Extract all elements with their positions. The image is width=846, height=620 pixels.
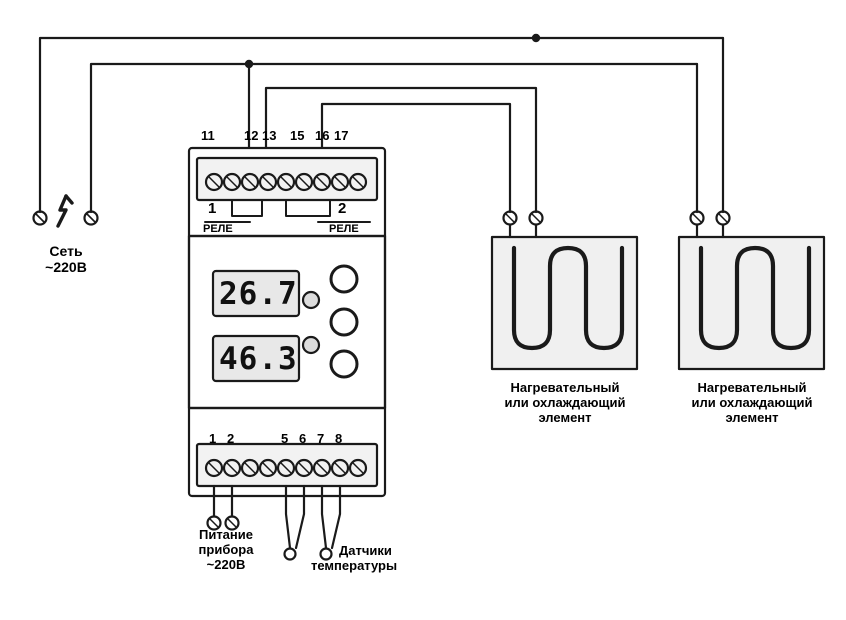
load-left-label bbox=[480, 381, 650, 426]
terminal-label-15: 15 bbox=[290, 128, 305, 143]
lightning-icon-path bbox=[58, 196, 66, 226]
sensor-1-probe bbox=[285, 549, 296, 560]
load-right bbox=[679, 212, 824, 370]
terminal-label-2: 2 bbox=[227, 431, 235, 446]
mains-label bbox=[18, 243, 114, 275]
terminal-label-12: 12 bbox=[244, 128, 259, 143]
load-left-label-line2: или охлаждающий bbox=[504, 394, 626, 410]
terminal-label-13: 13 bbox=[262, 128, 277, 143]
terminal-label-7: 7 bbox=[317, 431, 325, 446]
terminal-label-11: 11 bbox=[201, 128, 215, 143]
load-left bbox=[492, 212, 637, 370]
load-right-label bbox=[667, 381, 837, 426]
relay-2-number: 2 bbox=[338, 200, 347, 217]
sensors-label bbox=[305, 544, 475, 574]
terminal-label-17: 17 bbox=[334, 128, 349, 143]
wire-mains-to-load-right-a bbox=[91, 64, 697, 212]
terminal-label-5: 5 bbox=[281, 431, 289, 446]
terminal-label-16: 16 bbox=[315, 128, 330, 143]
led-indicator-1 bbox=[303, 292, 319, 308]
led-indicator-2 bbox=[303, 337, 319, 353]
relay-1-label: РЕЛЕ bbox=[203, 223, 233, 235]
terminal-label-6: 6 bbox=[299, 431, 307, 446]
mains-label-line1: Сеть bbox=[49, 243, 83, 259]
lightning-icon-tip bbox=[66, 196, 72, 203]
load-right-label-line1: Нагревательный bbox=[697, 380, 807, 395]
load-left-label-line3: элемент bbox=[538, 409, 592, 425]
screw-terminal-group-load-right bbox=[691, 212, 730, 225]
relay-2-label: РЕЛЕ bbox=[329, 223, 359, 235]
terminal-label-1: 1 bbox=[209, 431, 217, 446]
power-label-line1: Питание bbox=[198, 527, 253, 542]
mains-label-line2: ~220В bbox=[45, 259, 87, 276]
display-bottom-value: 46.3 bbox=[219, 341, 298, 377]
load-left-label-line1: Нагревательный bbox=[510, 380, 620, 395]
load-right-label-line3: элемент bbox=[725, 409, 779, 425]
load-right-label-line2: или охлаждающий bbox=[691, 394, 813, 410]
sensors-label-line2: температуры bbox=[311, 557, 398, 573]
power-label-line2: прибора bbox=[198, 541, 254, 557]
terminal-label-8: 8 bbox=[335, 431, 343, 446]
relay-1-number: 1 bbox=[208, 200, 217, 217]
power-supply-label bbox=[174, 528, 278, 573]
sensors-label-line1: Датчики bbox=[339, 543, 392, 558]
display-top-value: 26.7 bbox=[219, 276, 298, 312]
screw-terminal-group-load-left bbox=[504, 212, 543, 225]
power-label-line3: ~220В bbox=[206, 556, 246, 572]
wire-junction-dot-2 bbox=[532, 34, 540, 42]
